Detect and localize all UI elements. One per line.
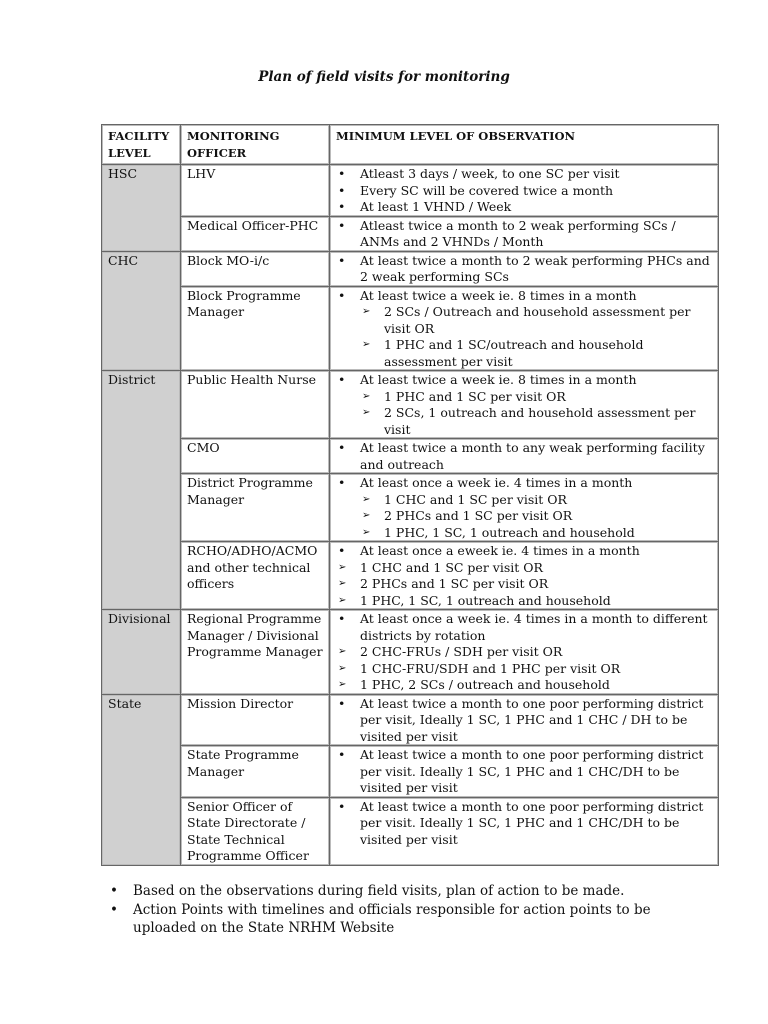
observation-bullet-item: • At least twice a month to any weak performing facility and outreach — [336, 440, 712, 473]
observation-list — [336, 440, 712, 473]
observation-sub-item: ➢ 1 CHC and 1 SC per visit OR — [336, 560, 712, 577]
observation-sub-item: ➢ 2 PHCs and 1 SC per visit OR — [336, 576, 712, 593]
table-row — [102, 371, 719, 439]
table-row — [102, 216, 719, 251]
page-title: Plan of field visits for monitoring — [258, 69, 510, 85]
observation-sub-item: ➢ 1 PHC and 1 SC per visit OR — [336, 389, 712, 406]
observation-sub-item: ➢ 1 PHC and 1 SC/outreach and household assessment per visit — [336, 337, 712, 370]
observation-cell — [330, 610, 719, 695]
observation-list — [336, 218, 712, 251]
observation-bullet-item: • At least twice a month to one poor performing district per visit. Ideally 1 SC, 1 PHC and 1 CHC/DH to be visited per visit — [336, 747, 712, 797]
observation-cell — [330, 474, 719, 542]
observation-cell — [330, 286, 719, 371]
observation-cell — [330, 542, 719, 610]
observation-sub-item: ➢ 2 SCs / Outreach and household assessment per visit OR — [336, 304, 712, 337]
observation-sub-item: ➢ 2 PHCs and 1 SC per visit OR — [336, 508, 712, 525]
observation-sub-item: ➢ 1 PHC, 2 SCs / outreach and household — [336, 677, 712, 694]
monitoring-officer-cell: State Programme Manager — [181, 746, 330, 798]
observation-bullet-item: • At least twice a week ie. 8 times in a month — [336, 372, 712, 389]
observation-cell — [330, 694, 719, 746]
table-row — [102, 251, 719, 286]
monitoring-officer-cell: Block MO-i/c — [181, 251, 330, 286]
observation-cell — [330, 746, 719, 798]
observation-list — [336, 253, 712, 286]
observation-sub-item: ➢ 1 CHC and 1 SC per visit OR — [336, 492, 712, 509]
facility-level-cell: District — [102, 371, 181, 610]
facility-level-cell: Divisional — [102, 610, 181, 695]
monitoring-officer-cell: Senior Officer of State Directorate / State Technical Programme Officer — [181, 797, 330, 865]
observation-list — [336, 747, 712, 797]
table-body — [102, 165, 719, 866]
monitoring-officer-cell: Regional Programme Manager / Divisional Programme Manager — [181, 610, 330, 695]
monitoring-officer-cell: Medical Officer-PHC — [181, 216, 330, 251]
observation-bullet-item: • At least once a week ie. 4 times in a month — [336, 475, 712, 492]
table-row — [102, 610, 719, 695]
table-row — [102, 797, 719, 865]
header-minimum-observation: MINIMUM LEVEL OF OBSERVATION — [330, 125, 719, 165]
observation-bullet-item: • Atleast twice a month to 2 weak performing SCs / ANMs and 2 VHNDs / Month — [336, 218, 712, 251]
observation-cell — [330, 797, 719, 865]
facility-level-cell: CHC — [102, 251, 181, 371]
monitoring-officer-cell: Block Programme Manager — [181, 286, 330, 371]
observation-sub-item: ➢ 1 PHC, 1 SC, 1 outreach and household — [336, 525, 712, 542]
observation-bullet-item: • At least twice a month to one poor performing district per visit, Ideally 1 SC, 1 PHC and 1 CHC / DH to be visited per visit — [336, 696, 712, 746]
table-row — [102, 286, 719, 371]
monitoring-officer-cell: LHV — [181, 165, 330, 217]
observation-list — [336, 696, 712, 746]
facility-level-cell: State — [102, 694, 181, 865]
observation-list — [336, 166, 712, 216]
notes-list — [108, 882, 698, 938]
observation-bullet-item: • At least once a week ie. 4 times in a month to different districts by rotation — [336, 611, 712, 644]
observation-list — [336, 611, 712, 694]
observation-sub-item: ➢ 2 SCs, 1 outreach and household assessment per visit — [336, 405, 712, 438]
observation-bullet-item: • At least 1 VHND / Week — [336, 199, 712, 216]
observation-list — [336, 288, 712, 371]
observation-sub-item: ➢ 2 CHC-FRUs / SDH per visit OR — [336, 644, 712, 661]
monitoring-officer-cell: Public Health Nurse — [181, 371, 330, 439]
observation-list — [336, 799, 712, 849]
facility-level-cell: HSC — [102, 165, 181, 252]
monitoring-officer-cell: Mission Director — [181, 694, 330, 746]
observation-bullet-item: • At least twice a week ie. 8 times in a month — [336, 288, 712, 305]
note-item: • Based on the observations during field visits, plan of action to be made. — [108, 882, 698, 901]
observation-cell — [330, 216, 719, 251]
observation-cell — [330, 439, 719, 474]
monitoring-officer-cell: CMO — [181, 439, 330, 474]
observation-cell — [330, 371, 719, 439]
table-row — [102, 439, 719, 474]
observation-sub-item: ➢ 1 CHC-FRU/SDH and 1 PHC per visit OR — [336, 661, 712, 678]
observation-bullet-item: • Atleast 3 days / week, to one SC per visit — [336, 166, 712, 183]
table-row — [102, 542, 719, 610]
observation-cell — [330, 165, 719, 217]
observation-sub-item: ➢ 1 PHC, 1 SC, 1 outreach and household — [336, 593, 712, 610]
header-facility-level: FACILITY LEVEL — [102, 125, 181, 165]
observation-list — [336, 475, 712, 541]
table-header-row — [102, 125, 719, 165]
header-monitoring-officer: MONITORING OFFICER — [181, 125, 330, 165]
observation-bullet-item: • Every SC will be covered twice a month — [336, 183, 712, 200]
table-row — [102, 165, 719, 217]
observation-bullet-item: • At least twice a month to one poor performing district per visit. Ideally 1 SC, 1 PHC and 1 CHC/DH to be visited per visit — [336, 799, 712, 849]
table-row — [102, 694, 719, 746]
observation-list — [336, 543, 712, 609]
observation-cell — [330, 251, 719, 286]
observation-list — [336, 372, 712, 438]
monitoring-officer-cell: District Programme Manager — [181, 474, 330, 542]
observation-bullet-item: • At least once a eweek ie. 4 times in a month — [336, 543, 712, 560]
table-row — [102, 474, 719, 542]
monitoring-table — [101, 124, 719, 866]
table-row — [102, 746, 719, 798]
observation-bullet-item: • At least twice a month to 2 weak performing PHCs and 2 weak performing SCs — [336, 253, 712, 286]
note-item: • Action Points with timelines and officials responsible for action points to be uploaded on the State NRHM Website — [108, 901, 698, 938]
monitoring-officer-cell: RCHO/ADHO/ACMO and other technical officers — [181, 542, 330, 610]
